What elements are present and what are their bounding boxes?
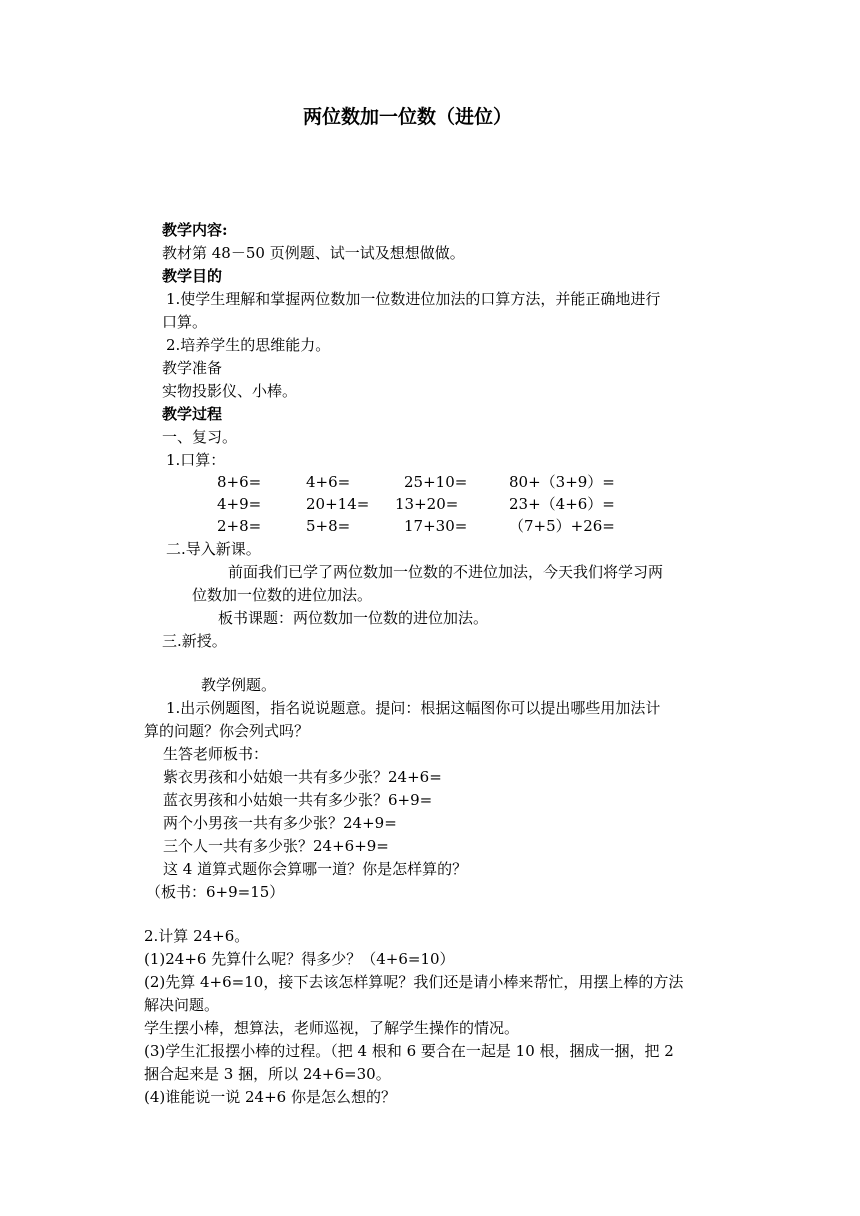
goal-1-line-2: 口算。	[162, 313, 208, 331]
page-title: 两位数加一位数（进位）	[303, 106, 513, 128]
calc-item: 4+9=	[217, 495, 262, 513]
section-heading-prep: 教学准备	[162, 359, 223, 377]
answer-intro: 生答老师板书：	[163, 745, 269, 763]
intro-line-1: 前面我们已学了两位数加一位数的不进位加法，今天我们将学习两	[228, 563, 664, 581]
intro-line-2: 位数加一位数的进位加法。	[192, 586, 373, 604]
step-2-line-2: 解决问题。	[144, 996, 220, 1014]
question-4: 三个人一共有多少张？24+6+9=	[163, 837, 389, 855]
section-2-intro: 二.导入新课。	[166, 540, 261, 558]
board-title: 板书课题：两位数加一位数的进位加法。	[218, 609, 489, 627]
calc-item: 5+8=	[306, 517, 351, 535]
step-2-line-3: 学生摆小棒，想算法，老师巡视，了解学生操作的情况。	[144, 1019, 520, 1037]
calc-item: （7+5）+26=	[509, 517, 615, 535]
content-text: 教材第 48－50 页例题、试一试及想想做做。	[162, 244, 465, 262]
calc-item: 25+10=	[404, 473, 468, 491]
section-heading-goals: 教学目的	[162, 267, 223, 285]
step-3-line-2: 捆合起来是 3 捆，所以 24+6=30。	[144, 1065, 391, 1083]
question-3: 两个小男孩一共有多少张？24+9=	[163, 814, 397, 832]
calc-item: 23+（4+6）=	[509, 495, 615, 513]
question-5: 这 4 道算式题你会算哪一道？你是怎样算的？	[163, 860, 468, 878]
question-2: 蓝衣男孩和小姑娘一共有多少张？6+9=	[163, 791, 433, 809]
calc-item: 17+30=	[404, 517, 468, 535]
example-heading: 教学例题。	[201, 676, 277, 694]
section-heading-process: 教学过程	[162, 405, 223, 423]
oral-calc-label: 1.口算：	[166, 451, 226, 469]
step-2-line-1: (2)先算 4+6=10，接下去该怎样算呢？我们还是请小棒来帮忙，用摆上棒的方法	[144, 973, 684, 991]
step-3-line-1: (3)学生汇报摆小棒的过程。（把 4 根和 6 要合在一起是 10 根，捆成一捆，把 2	[144, 1042, 674, 1060]
prep-text: 实物投影仪、小棒。	[162, 382, 298, 400]
section-1-review: 一、复习。	[162, 428, 238, 446]
calc-item: 20+14=	[306, 495, 370, 513]
goal-1-line-1: 1.使学生理解和掌握两位数加一位数进位加法的口算方法，并能正确地进行	[166, 290, 661, 308]
example-1-line-2: 算的问题？你会列式吗？	[144, 722, 310, 740]
example-1-line-1: 1.出示例题图，指名说说题意。提问：根据这幅图你可以提出哪些用加法计	[166, 699, 661, 717]
calc-item: 13+20=	[395, 495, 459, 513]
step-4: (4)谁能说一说 24+6 你是怎么想的？	[144, 1088, 396, 1106]
question-1: 紫衣男孩和小姑娘一共有多少张？24+6=	[163, 768, 442, 786]
section-3-new: 三.新授。	[162, 632, 227, 650]
calc-2-heading: 2.计算 24+6。	[144, 927, 250, 945]
goal-2: 2.培养学生的思维能力。	[166, 336, 331, 354]
calc-item: 8+6=	[217, 473, 262, 491]
calc-item: 2+8=	[217, 517, 262, 535]
calc-item: 4+6=	[306, 473, 351, 491]
step-1: (1)24+6 先算什么呢？得多少？（4+6=10）	[144, 950, 455, 968]
calc-item: 80+（3+9）=	[509, 473, 615, 491]
section-heading-content: 教学内容:	[162, 221, 228, 239]
board-note: （板书：6+9=15）	[146, 883, 285, 901]
